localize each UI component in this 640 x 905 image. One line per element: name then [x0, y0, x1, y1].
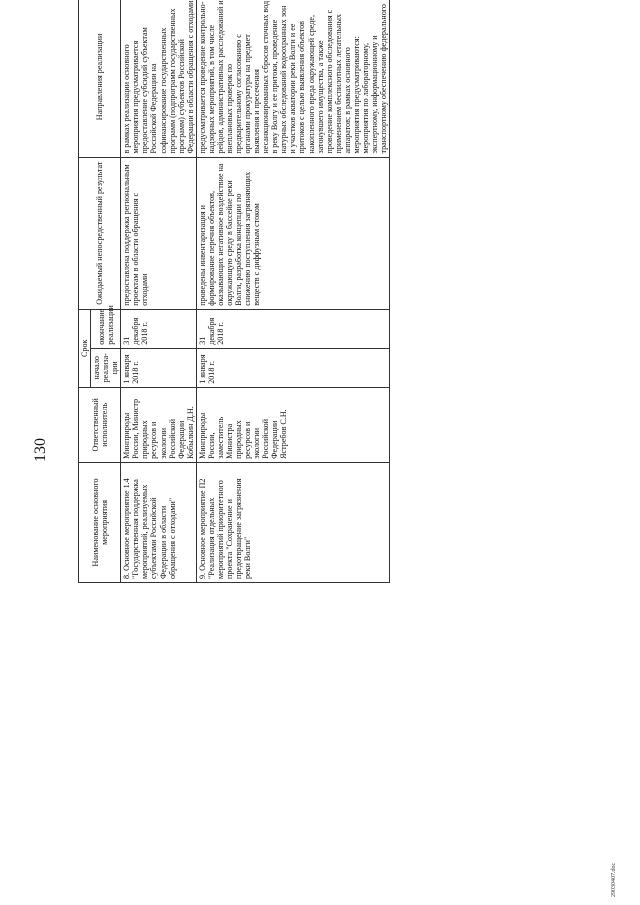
row-start: 1 января 2018 г.: [121, 348, 197, 387]
table-row: [196, 0, 389, 583]
row-start: 1 января 2018 г.: [196, 348, 389, 387]
table-rotation-wrapper: [78, 0, 624, 873]
header-end: окончание реализации: [91, 309, 121, 348]
page-number: 130: [32, 438, 49, 462]
row-executor: Минприроды России, Министр природных ресурсов и экологии Российской Федерации Кобылкин Д.Н.: [121, 387, 197, 462]
header-name: Наименование основного мероприятия: [79, 462, 121, 582]
row-end: 31 декабря 2018 г.: [196, 309, 389, 348]
row-number: 8.: [122, 572, 132, 579]
row-directions: в рамках реализации основного мероприятия предусматривается предоставление субсидий субъектам Российской Федерации на софинансирование государственных программ (подпрограмм государственных программ) субъектов Российской Федерации в области обращения с отходами: [121, 0, 197, 157]
header-start: начало реализа-ции: [91, 348, 121, 387]
table-row: [121, 0, 197, 583]
row-name: Основное мероприятие 1.4 "Государственная поддержка мероприятий, реализуемых субъектами Российской Федерации в области обращения с отходами": [122, 478, 177, 579]
row-end: 31 декабря 2018 г.: [121, 309, 197, 348]
row-number: 9.: [197, 572, 207, 579]
header-executor: Ответственный исполнитель: [79, 387, 121, 462]
row-directions: предусматривается проведение контрольно-надзорных мероприятий, в том числе рейдов, административных расследований и внеплановых проверок по предварительному согласованию с органами прокуратуры на предмет выявления и пресечения несанкционированных сбросов сточных вод в реку Волгу и ее притоки, проведение натурных обследований водоохранных зон и участков акватории реки Волги и ее притоков с целью выявления объектов накопленного вреда окружающей среде, затонувшего имущества, а также проведение комплексного обследования с применением беспилотных летательных аппаратов; в рамках основного мероприятия предусматриваются: мероприятия по лабораторному, экспертному, информационному и транспортному обеспечению федерального: [196, 0, 389, 157]
table-container: [78, 0, 624, 583]
row-name-cell: [121, 462, 197, 582]
header-result: Ожидаемый непосредственный результат: [79, 157, 121, 309]
row-result: предоставлена поддержка региональным проектам в области обращения с отходами: [121, 157, 197, 309]
header-row-1: [79, 0, 91, 583]
document-id: 29030407.doc: [611, 862, 617, 897]
row-name-cell: [196, 462, 389, 582]
header-term: Срок: [79, 309, 91, 387]
row-executor: Минприроды России, заместитель Министра природных ресурсов и экологии Российской Федерации Ястребов С.Н.: [196, 387, 389, 462]
header-directions: Направления реализации: [79, 0, 121, 157]
row-name: Основное мероприятие П2 "Реализация отдельных мероприятий приоритетного проекта "Сохранение и предотвращение загрязнения реки Волги": [197, 478, 253, 579]
activities-table: [78, 0, 390, 583]
row-result: проведены инвентаризация и формирование перечня объектов, оказывающих негативное воздействие на окружающую среду в бассейне реки Волги, разработка концепции по снижению поступления загрязняющих веществ с диффузным стоком: [196, 157, 389, 309]
